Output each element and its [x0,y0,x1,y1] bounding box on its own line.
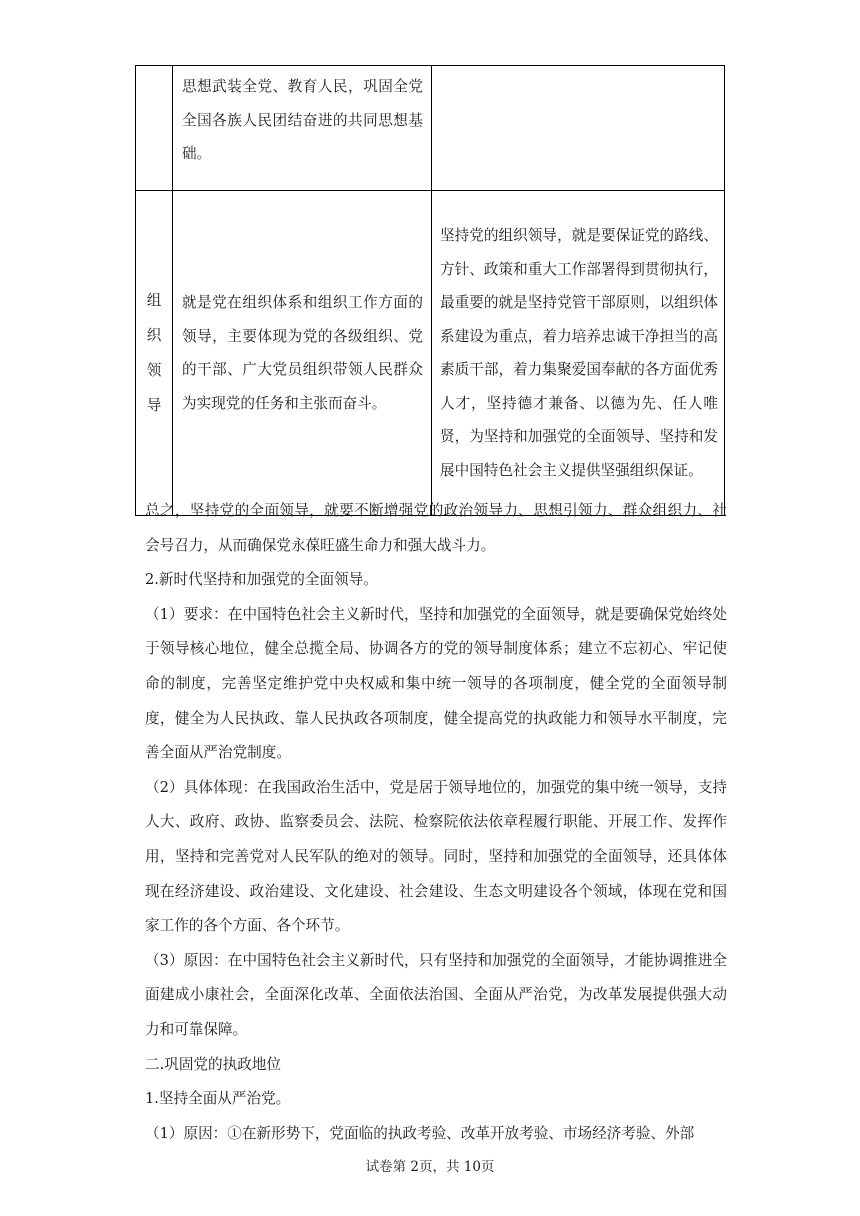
paragraph-summary: 总之，坚持党的全面领导，就要不断增强党的政治领导力、思想引领力、群众组织力、社会号召力，从而确保党永葆旺盛生命力和强大战斗力。 [145,502,727,554]
row-label-char: 领 [146,362,162,379]
row-label-cell [136,191,173,516]
paragraph-reason: （1）原因：①在新形势下，党面临的执政考验、改革开放考验、市场经济考验、外部 [145,1124,695,1142]
row-label-cell [136,66,173,191]
requirement-cell [432,66,725,191]
row-label-char: 织 [146,327,162,344]
paragraph-reason: （3）原因：在中国特色社会主义新时代，只有坚持和加强党的全面领导，才能协调推进全面建成小康社会，全面深化改革、全面依法治国、全面从严治党，为改革发展提供强大动力和可靠保障。 [145,951,727,1038]
row-label-char: 导 [146,397,162,414]
content-table [135,65,725,516]
table-row [136,191,725,516]
definition-cell: 思想武装全党、教育人民，巩固全党全国各族人民团结奋进的共同思想基础。 [173,66,432,191]
paragraph-manifestation: （2）具体体现：在我国政治生活中，党是居于领导地位的，加强党的集中统一领导，支持人大、政府、政协、监察委员会、法院、检察院依法依章程履行职能、开展工作、发挥作用，坚持和完善党对人民军队的绝对的领导。同时，坚持和加强党的全面领导，还具体体现在经济建设、政治建设、文化建设、社会建设、生态文明建设各个领域，体现在党和国家工作的各个方面、各个环节。 [145,778,727,935]
table-row [136,66,725,191]
paragraph-requirement: （1）要求：在中国特色社会主义新时代，坚持和加强党的全面领导，就是要确保党始终处于领导核心地位，健全总揽全局、协调各方的党的领导制度体系；建立不忘初心、牢记使命的制度，完善坚定维护党中央权威和集中统一领导的各项制度，健全党的全面领导制度，健全为人民执政、靠人民执政各项制度，健全提高党的执政能力和领导水平制度，完善全面从严治党制度。 [145,605,727,762]
section-heading: 1.坚持全面从严治党。 [145,1090,291,1108]
requirement-cell: 坚持党的组织领导，就是要保证党的路线、方针、政策和重大工作部署得到贯彻执行，最重要的就是坚持党管干部原则，以组织体系建设为重点，着力培养忠诚干净担当的高素质干部，着力集聚爱国奉献的各方面优秀人才，坚持德才兼备、以德为先、任人唯贤，为坚持和加强党的全面领导、坚持和发展中国特色社会主义提供坚强组织保证。 [432,191,725,516]
chapter-heading: 二.巩固党的执政地位 [145,1055,281,1073]
body-text [145,494,727,1151]
row-label-char: 组 [146,292,162,309]
section-heading: 2.新时代坚持和加强党的全面领导。 [145,571,378,589]
page-footer: 试卷第 2页，共 10页 [365,1159,495,1175]
definition-cell: 就是党在组织体系和组织工作方面的领导，主要体现为党的各级组织、党的干部、广大党员组织带领人民群众为实现党的任务和主张而奋斗。 [173,191,432,516]
